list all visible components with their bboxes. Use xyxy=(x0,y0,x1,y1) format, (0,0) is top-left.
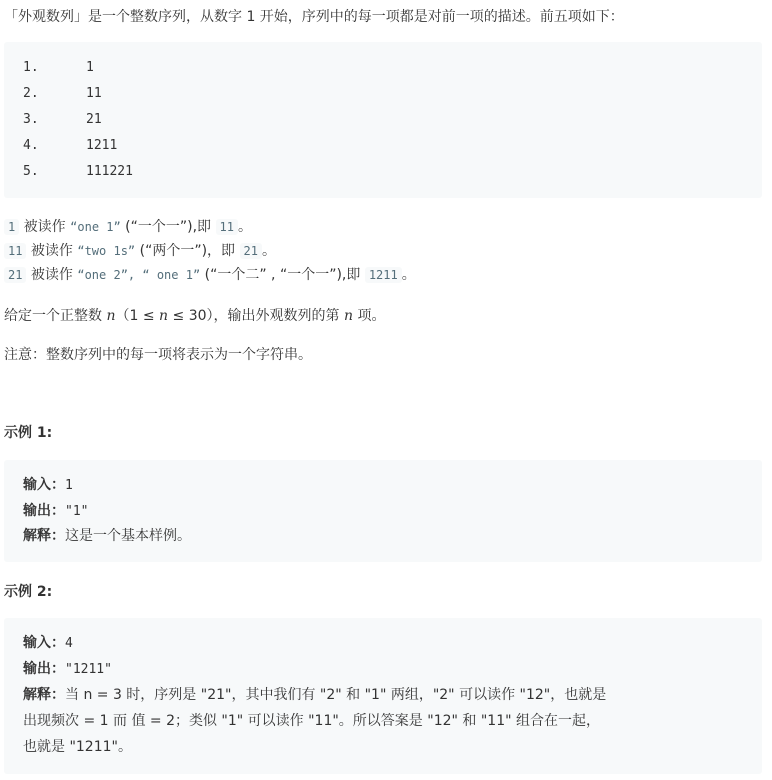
example-2-output xyxy=(23,656,112,682)
sequence-value: 111221 xyxy=(86,164,133,179)
reading-paren: (“两个一”)，即 xyxy=(135,243,240,259)
given-suffix: 项。 xyxy=(353,308,386,324)
example-1-input xyxy=(23,472,73,498)
sequence-row xyxy=(23,58,94,78)
intro-text: 「外观数列」是一个整数序列，从数字 1 开始，序列中的每一项都是对前一项的描述。前五项如下： xyxy=(4,9,624,25)
explanation-label: 解释： xyxy=(23,528,65,544)
variable-n: n xyxy=(106,308,116,324)
reading-quote: “one 2”, “ one 1” xyxy=(77,268,201,282)
reading-line xyxy=(4,264,416,286)
reading-verb: 被读作 xyxy=(26,243,78,259)
example-1-explanation xyxy=(23,523,191,549)
explanation-label: 解释： xyxy=(23,687,65,703)
reading-end: 。 xyxy=(401,267,416,283)
sequence-code-block xyxy=(4,42,762,198)
example-2-input xyxy=(23,630,73,656)
output-label: 输出： xyxy=(23,661,65,677)
example-1-output xyxy=(23,498,88,524)
example-2-block xyxy=(4,618,762,774)
sequence-value: 1 xyxy=(86,60,94,75)
sequence-row xyxy=(23,110,102,130)
output-label: 输出： xyxy=(23,503,65,519)
input-label: 输入： xyxy=(23,635,65,651)
sequence-row xyxy=(23,84,102,104)
input-value: 1 xyxy=(65,478,73,493)
reading-quote: “one 1” xyxy=(70,220,121,234)
reading-line xyxy=(4,216,252,238)
sequence-row xyxy=(23,162,133,182)
reading-verb: 被读作 xyxy=(26,267,78,283)
given-range-end: ≤ 30），输出外观数列的第 xyxy=(168,308,344,324)
given-middle: （1 ≤ xyxy=(115,308,160,324)
explanation-text: 当 n = 3 时，序列是 "21"，其中我们有 "2" 和 "1" 两组，"2" 可以读作 "12"，也就是 xyxy=(65,687,607,703)
variable-n: n xyxy=(343,308,353,324)
reading-quote: “two 1s” xyxy=(77,244,136,258)
variable-n: n xyxy=(159,308,169,324)
inline-code: 21 xyxy=(240,243,262,259)
example-1-heading: 示例 1: xyxy=(4,425,53,441)
reading-verb: 被读作 xyxy=(19,219,71,235)
given-text xyxy=(4,305,385,327)
inline-code: 11 xyxy=(4,243,26,259)
input-label: 输入： xyxy=(23,477,65,493)
sequence-value: 11 xyxy=(86,86,102,101)
sequence-index: 5. xyxy=(23,164,39,179)
output-value: "1" xyxy=(65,504,89,519)
output-value: "1211" xyxy=(65,662,112,677)
note-text: 注意：整数序列中的每一项将表示为一个字符串。 xyxy=(4,347,312,363)
inline-code: 21 xyxy=(4,267,26,283)
sequence-index: 1. xyxy=(23,60,39,75)
sequence-row xyxy=(23,136,117,156)
inline-code: 1211 xyxy=(365,267,402,283)
reading-line xyxy=(4,240,276,262)
explanation-text: 这是一个基本样例。 xyxy=(65,528,191,544)
sequence-value: 21 xyxy=(86,112,102,127)
reading-end: 。 xyxy=(237,219,252,235)
example-2-heading: 示例 2: xyxy=(4,584,53,600)
example-2-explanation xyxy=(23,682,606,708)
example-1-block xyxy=(4,460,762,562)
sequence-index: 4. xyxy=(23,138,39,153)
inline-code: 1 xyxy=(4,219,19,235)
inline-code: 11 xyxy=(216,219,238,235)
example-2-explanation-cont: 也就是 "1211"。 xyxy=(23,739,132,755)
sequence-index: 2. xyxy=(23,86,39,101)
reading-end: 。 xyxy=(261,243,276,259)
reading-paren: (“一个一”),即 xyxy=(120,219,216,235)
given-prefix: 给定一个正整数 xyxy=(4,308,107,324)
sequence-value: 1211 xyxy=(86,138,118,153)
sequence-index: 3. xyxy=(23,112,39,127)
reading-paren: (“一个二” , “一个一”),即 xyxy=(200,267,365,283)
input-value: 4 xyxy=(65,636,73,651)
example-2-explanation-cont: 出现频次 = 1 而 值 = 2；类似 "1" 可以读作 "11"。所以答案是 "12" 和 "11" 组合在一起， xyxy=(23,713,600,729)
